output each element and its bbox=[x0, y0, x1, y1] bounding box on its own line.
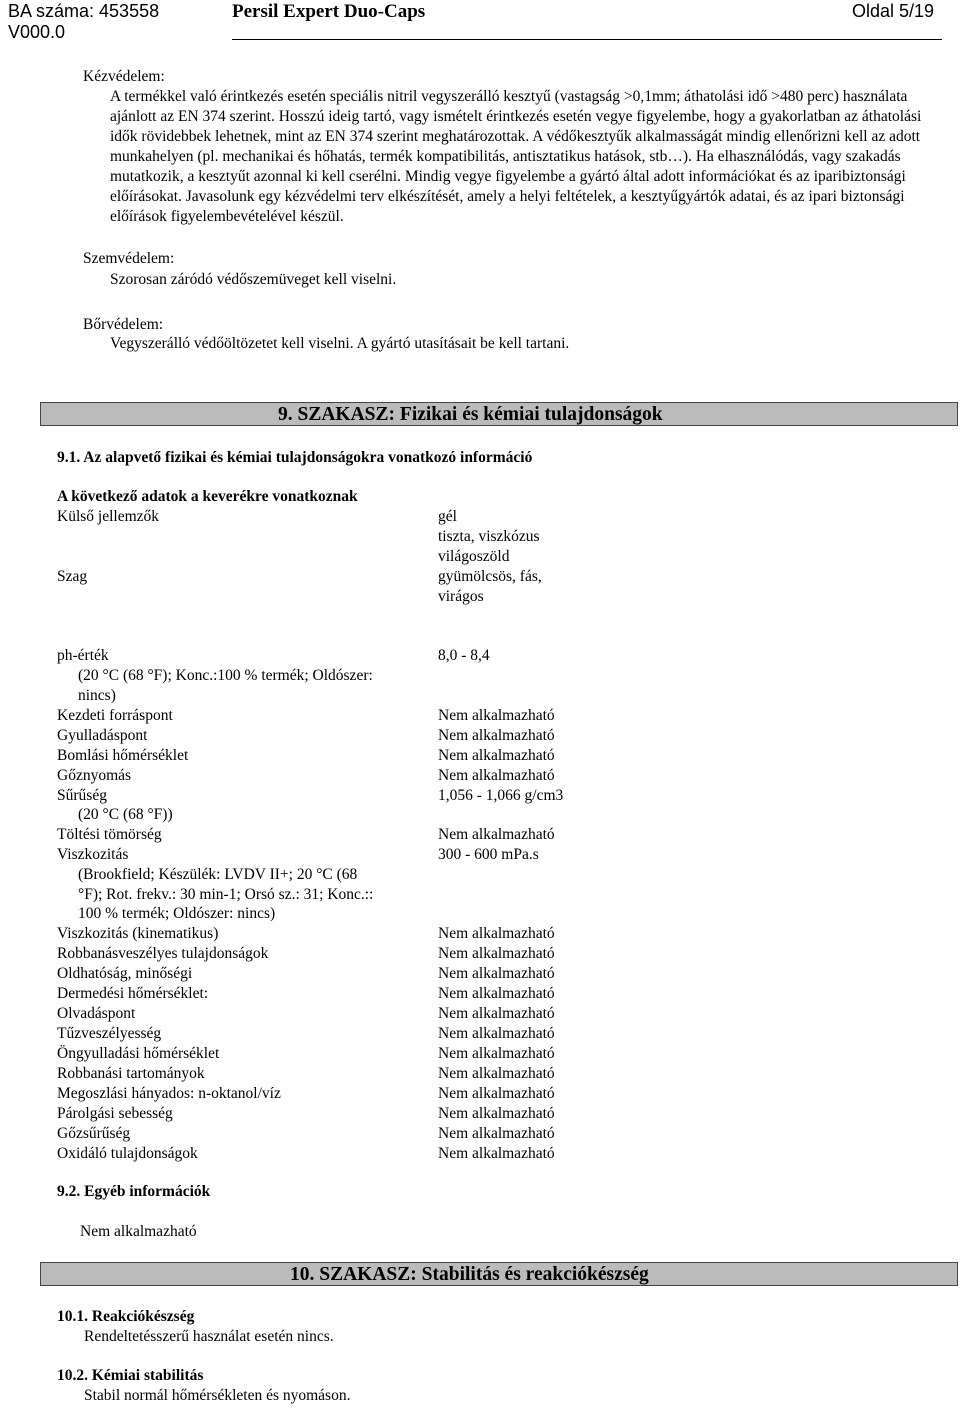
property-value: Nem alkalmazható bbox=[438, 965, 555, 982]
odor-value-1: gyümölcsös, fás, bbox=[438, 568, 542, 585]
ba-number: BA száma: 453558 bbox=[8, 1, 160, 21]
section-9-title: 9. SZAKASZ: Fizikai és kémiai tulajdonságok bbox=[278, 404, 663, 425]
fill-density-value: Nem alkalmazható bbox=[438, 826, 555, 843]
property-value: Nem alkalmazható bbox=[438, 707, 555, 724]
subsection-10-1-text: Rendeltetésszerű használat esetén nincs. bbox=[84, 1328, 334, 1345]
appearance-label: Külső jellemzők bbox=[57, 508, 160, 525]
subsection-9-2-text: Nem alkalmazható bbox=[80, 1223, 197, 1240]
property-row bbox=[0, 944, 960, 964]
property-row bbox=[0, 1024, 960, 1044]
property-label: Dermedési hőmérséklet: bbox=[57, 985, 209, 1002]
appearance-value-3: világoszöld bbox=[438, 548, 510, 565]
property-label: Sűrűség bbox=[57, 787, 107, 804]
property-label: Oldhatóság, minőségi bbox=[57, 965, 193, 982]
property-label: Gőzsűrűség bbox=[57, 1125, 131, 1142]
property-row bbox=[0, 1144, 960, 1164]
property-value: Nem alkalmazható bbox=[438, 1145, 555, 1162]
property-label: Oxidáló tulajdonságok bbox=[57, 1145, 198, 1162]
property-row bbox=[0, 726, 960, 746]
property-row bbox=[0, 1064, 960, 1084]
skin-protection-heading: Bőrvédelem: bbox=[83, 316, 164, 333]
subsection-9-1-title: 9.1. Az alapvető fizikai és kémiai tulajdonságokra vonatkozó információ bbox=[57, 449, 533, 466]
page-number: Oldal 5/19 bbox=[851, 1, 934, 21]
property-value: Nem alkalmazható bbox=[438, 1125, 555, 1142]
property-row bbox=[0, 766, 960, 786]
subsection-10-2-title: 10.2. Kémiai stabilitás bbox=[57, 1367, 204, 1384]
version: V000.0 bbox=[8, 22, 66, 42]
ph-condition-2: nincs) bbox=[78, 687, 116, 704]
property-row bbox=[0, 1044, 960, 1064]
mixture-note: A következő adatok a keverékre vonatkoznak bbox=[57, 488, 358, 505]
property-value: Nem alkalmazható bbox=[438, 1005, 555, 1022]
property-label: Robbanásveszélyes tulajdonságok bbox=[57, 945, 269, 962]
ph-label: ph-érték bbox=[57, 647, 109, 664]
property-value: Nem alkalmazható bbox=[438, 1065, 555, 1082]
ph-value: 8,0 - 8,4 bbox=[438, 647, 490, 664]
odor-value-2: virágos bbox=[438, 588, 484, 605]
property-row bbox=[0, 786, 960, 806]
section-9-bar bbox=[40, 402, 958, 426]
property-value: Nem alkalmazható bbox=[438, 945, 555, 962]
property-value: Nem alkalmazható bbox=[438, 985, 555, 1002]
property-label: Öngyulladási hőmérséklet bbox=[57, 1045, 220, 1062]
property-value: Nem alkalmazható bbox=[438, 1045, 555, 1062]
page-header bbox=[0, 0, 960, 44]
property-row bbox=[0, 1004, 960, 1024]
subsection-9-2-title: 9.2. Egyéb információk bbox=[57, 1183, 211, 1200]
appearance-value-2: tiszta, viszkózus bbox=[438, 528, 540, 545]
property-row bbox=[0, 1124, 960, 1144]
product-name: Persil Expert Duo-Caps bbox=[232, 1, 426, 22]
property-label: Gyulladáspont bbox=[57, 727, 148, 744]
property-label: Olvadáspont bbox=[57, 1005, 136, 1022]
section-10-bar bbox=[40, 1262, 958, 1286]
viscosity-label: Viszkozitás bbox=[57, 846, 129, 863]
property-label: Bomlási hőmérséklet bbox=[57, 747, 189, 764]
odor-label: Szag bbox=[57, 568, 88, 585]
hand-protection-text: A termékkel való érintkezés esetén speciális nitril vegyszerálló kesztyű (vastagság >0,1mm; áthatolási idő >480 perc) használata ajánlott az EN 374 szerint. Hosszú ideig tartó, vagy ismételt érintkezés esetén vegye figyelembe, hogy a gyakorlatban az áthatolási idők rövidebbek lehetnek, mint az EN 374 szerint meghatározottak. A védőkesztyűk alkalmasságát mindig ellenőrizni kell az adott munkahelyen (pl. mechanikai és hőhatás, termék kompatibilitás, antisztatikus hatások, stb…). Ha elhasználódás, vagy szakadás mutatkozik, a kesztyűt azonnal ki kell cserélni. Mindig vegye figyelembe a gyártó által adott információkat és az iparibiztonsági előírásokat. Javasolunk egy kézvédelmi terv elkészítését, amely a helyi feltételek, a kesztyűgyártók adatai, és az ipari biztonsági előírások figyelembevételével készül. bbox=[110, 88, 922, 225]
eye-protection-text: Szorosan záródó védőszemüveget kell viselni. bbox=[110, 271, 397, 288]
section-10-title: 10. SZAKASZ: Stabilitás és reakciókészség bbox=[290, 1264, 649, 1285]
property-label: Kezdeti forráspont bbox=[57, 707, 173, 724]
property-value: Nem alkalmazható bbox=[438, 1085, 555, 1102]
property-row bbox=[0, 706, 960, 726]
property-row bbox=[0, 1104, 960, 1124]
property-value: Nem alkalmazható bbox=[438, 747, 555, 764]
property-label: Párolgási sebesség bbox=[57, 1105, 173, 1122]
property-label: Megoszlási hányados: n-oktanol/víz bbox=[57, 1085, 281, 1102]
hand-protection-heading: Kézvédelem: bbox=[83, 68, 165, 85]
property-label: Tűzveszélyesség bbox=[57, 1025, 162, 1042]
eye-protection-heading: Szemvédelem: bbox=[83, 250, 175, 267]
property-label: Gőznyomás bbox=[57, 767, 132, 784]
viscosity-condition-1: (Brookfield; Készülék: LVDV II+; 20 °C (68 bbox=[78, 866, 358, 883]
property-value: 1,056 - 1,066 g/cm3 bbox=[438, 787, 564, 804]
property-value: Nem alkalmazható bbox=[438, 727, 555, 744]
property-row bbox=[0, 984, 960, 1004]
ph-condition-1: (20 °C (68 °F); Konc.:100 % termék; Oldószer: bbox=[78, 667, 373, 684]
property-row bbox=[0, 746, 960, 766]
property-label: Robbanási tartományok bbox=[57, 1065, 205, 1082]
property-label: Viszkozitás (kinematikus) bbox=[57, 925, 219, 942]
appearance-value-1: gél bbox=[438, 508, 457, 525]
density-condition: (20 °C (68 °F)) bbox=[78, 806, 173, 823]
property-row bbox=[0, 924, 960, 944]
property-value: Nem alkalmazható bbox=[438, 1105, 555, 1122]
property-value: Nem alkalmazható bbox=[438, 925, 555, 942]
viscosity-condition-2: °F); Rot. frekv.: 30 min-1; Orsó sz.: 31; Konc.:: bbox=[78, 886, 374, 903]
subsection-10-1-title: 10.1. Reakciókészség bbox=[57, 1308, 195, 1325]
viscosity-value: 300 - 600 mPa.s bbox=[438, 846, 539, 863]
property-value: Nem alkalmazható bbox=[438, 767, 555, 784]
property-row bbox=[0, 964, 960, 984]
fill-density-label: Töltési tömörség bbox=[57, 826, 162, 843]
subsection-10-2-text: Stabil normál hőmérsékleten és nyomáson. bbox=[84, 1387, 351, 1404]
property-value: Nem alkalmazható bbox=[438, 1025, 555, 1042]
viscosity-condition-3: 100 % termék; Oldószer: nincs) bbox=[78, 905, 276, 922]
header-rule bbox=[232, 39, 942, 40]
skin-protection-text: Vegyszerálló védőöltözetet kell viselni. A gyártó utasításait be kell tartani. bbox=[110, 335, 570, 352]
property-row bbox=[0, 1084, 960, 1104]
